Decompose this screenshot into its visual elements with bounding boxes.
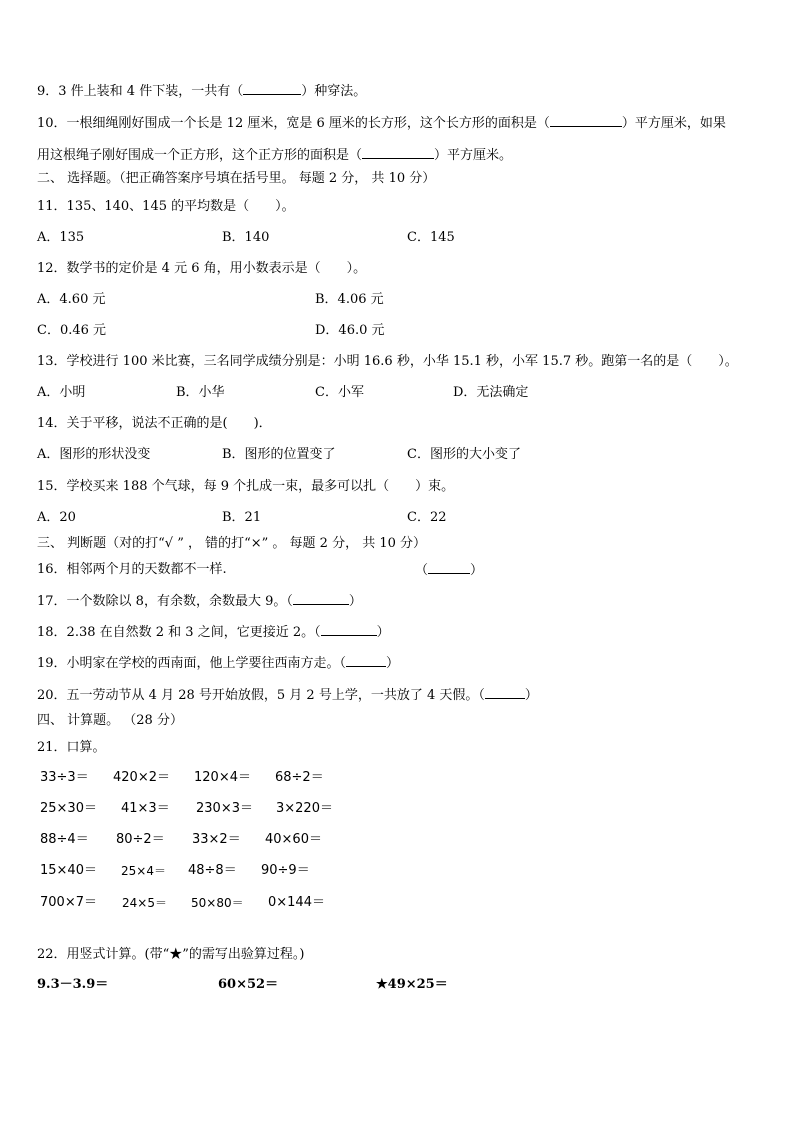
q16-answer — [415, 561, 483, 580]
mental-calc-r4-c3: 48÷8＝ — [188, 863, 237, 878]
q17-text-after: ） — [348, 594, 362, 609]
q11-option-c[interactable]: C．145 — [407, 230, 455, 245]
mental-calc-r4-c1: 15×40＝ — [40, 863, 97, 878]
question-10-line1 — [37, 114, 726, 133]
question-15-stem: 15．学校买来 188 个气球，每 9 个扎成一束，最多可以扎（ ）束。 — [37, 479, 455, 494]
q15-option-a[interactable]: A．20 — [37, 510, 76, 525]
mental-calc-r2-c4: 3×220＝ — [276, 801, 333, 816]
vertical-calc-3: ★49×25＝ — [376, 977, 448, 992]
mental-calc-r2-c1: 25×30＝ — [40, 801, 97, 816]
q13-option-d[interactable]: D．无法确定 — [453, 385, 529, 400]
mental-calc-r3-c3: 33×2＝ — [192, 832, 241, 847]
q18-text-before: 18．2.38 在自然数 2 和 3 之间，它更接近 2。（ — [37, 625, 321, 640]
q14-option-c[interactable]: C．图形的大小变了 — [407, 447, 521, 462]
q16-paren-open: （ — [415, 563, 429, 578]
question-20 — [37, 686, 538, 705]
q13-option-c[interactable]: C．小军 — [315, 385, 364, 400]
mental-calc-r5-c4: 0×144＝ — [268, 895, 325, 910]
q15-option-c[interactable]: C．22 — [407, 510, 447, 525]
mental-calc-r5-c3: 50×80＝ — [191, 896, 244, 910]
q10-square-area-blank[interactable] — [362, 146, 434, 159]
mental-calc-r2-c3: 230×3＝ — [196, 801, 253, 816]
question-13-stem: 13．学校进行 100 米比赛，三名同学成绩分别是：小明 16.6 秒，小华 15.1 秒，小军 15.7 秒。跑第一名的是（ ）。 — [37, 354, 738, 369]
q16-answer-blank[interactable] — [428, 561, 470, 574]
q17-text-before: 17．一个数除以 8，有余数，余数最大 9。（ — [37, 594, 293, 609]
question-14-stem: 14．关于平移，说法不正确的是( )． — [37, 416, 272, 431]
q11-option-b[interactable]: B．140 — [222, 230, 270, 245]
question-19 — [37, 654, 399, 673]
question-18 — [37, 623, 390, 642]
question-11-stem: 11．135、140、145 的平均数是（ ）。 — [37, 199, 295, 214]
q13-option-b[interactable]: B．小华 — [176, 385, 225, 400]
q13-option-a[interactable]: A．小明 — [37, 385, 86, 400]
q18-text-after: ） — [376, 625, 390, 640]
mental-calc-r3-c1: 88÷4＝ — [40, 832, 89, 847]
section-3-heading: 三、 判断题（对的打“√ ” ， 错的打“×” 。 每题 2 分， 共 10 分） — [37, 536, 427, 551]
mental-calc-r1-c1: 33÷3＝ — [40, 770, 89, 785]
q20-text-after: ） — [524, 688, 538, 703]
mental-calc-r5-c1: 700×7＝ — [40, 895, 97, 910]
q15-option-b[interactable]: B．21 — [222, 510, 262, 525]
q20-answer-blank[interactable] — [485, 686, 525, 699]
section-2-heading: 二、 选择题。（把正确答案序号填在括号里。 每题 2 分， 共 10 分） — [37, 171, 436, 186]
q16-paren-close: ） — [470, 563, 484, 578]
mental-calc-r4-c4: 90÷9＝ — [261, 863, 310, 878]
question-10-line2 — [37, 146, 512, 165]
vertical-calc-2: 60×52＝ — [218, 977, 279, 992]
mental-calc-r5-c2: 24×5＝ — [122, 896, 167, 910]
mental-calc-r2-c2: 41×3＝ — [121, 801, 170, 816]
question-16: 16．相邻两个月的天数都不一样. — [37, 562, 227, 577]
question-22-stem: 22．用竖式计算。(带“★”的需写出验算过程。) — [37, 947, 305, 962]
q11-option-a[interactable]: A．135 — [37, 230, 85, 245]
mental-calc-r1-c2: 420×2＝ — [113, 770, 170, 785]
q17-answer-blank[interactable] — [293, 592, 349, 605]
mental-calc-r3-c4: 40×60＝ — [265, 832, 322, 847]
q9-text-before: 9．3 件上装和 4 件下装，一共有（ — [37, 84, 244, 99]
q12-option-a[interactable]: A．4.60 元 — [37, 292, 106, 307]
q19-text-after: ） — [386, 656, 400, 671]
mental-calc-r1-c3: 120×4＝ — [194, 770, 251, 785]
q12-option-b[interactable]: B．4.06 元 — [315, 292, 384, 307]
q10-line2-after: ）平方厘米。 — [434, 148, 513, 163]
vertical-calc-1: 9.3－3.9＝ — [37, 977, 109, 992]
q19-text-before: 19．小明家在学校的西南面，他上学要往西南方走。（ — [37, 656, 347, 671]
q12-option-d[interactable]: D．46.0 元 — [315, 323, 385, 338]
question-9 — [37, 82, 366, 101]
q10-line1-after: ）平方厘米，如果 — [621, 116, 726, 131]
question-12-stem: 12．数学书的定价是 4 元 6 角，用小数表示是（ ）。 — [37, 261, 367, 276]
q12-option-c[interactable]: C．0.46 元 — [37, 323, 107, 338]
section-4-heading: 四、 计算题。 （28 分） — [37, 713, 183, 728]
question-17 — [37, 592, 362, 611]
q14-option-b[interactable]: B．图形的位置变了 — [222, 447, 336, 462]
q10-line2-before: 用这根绳子刚好围成一个正方形，这个正方形的面积是（ — [37, 148, 363, 163]
q9-text-after: ）种穿法。 — [301, 84, 367, 99]
mental-calc-r4-c2: 25×4＝ — [121, 864, 166, 878]
mental-calc-r3-c2: 80÷2＝ — [116, 832, 165, 847]
q10-line1-before: 10．一根细绳刚好围成一个长是 12 厘米，宽是 6 厘米的长方形，这个长方形的面积是（ — [37, 116, 550, 131]
mental-calc-r1-c4: 68÷2＝ — [275, 770, 324, 785]
q20-text-before: 20．五一劳动节从 4 月 28 号开始放假，5 月 2 号上学，一共放了 4 天假。（ — [37, 688, 485, 703]
question-21-stem: 21．口算。 — [37, 740, 106, 755]
q9-answer-blank[interactable] — [243, 82, 301, 95]
q19-answer-blank[interactable] — [346, 654, 386, 667]
q14-option-a[interactable]: A．图形的形状没变 — [37, 447, 151, 462]
q10-rect-area-blank[interactable] — [550, 114, 622, 127]
q18-answer-blank[interactable] — [321, 623, 377, 636]
